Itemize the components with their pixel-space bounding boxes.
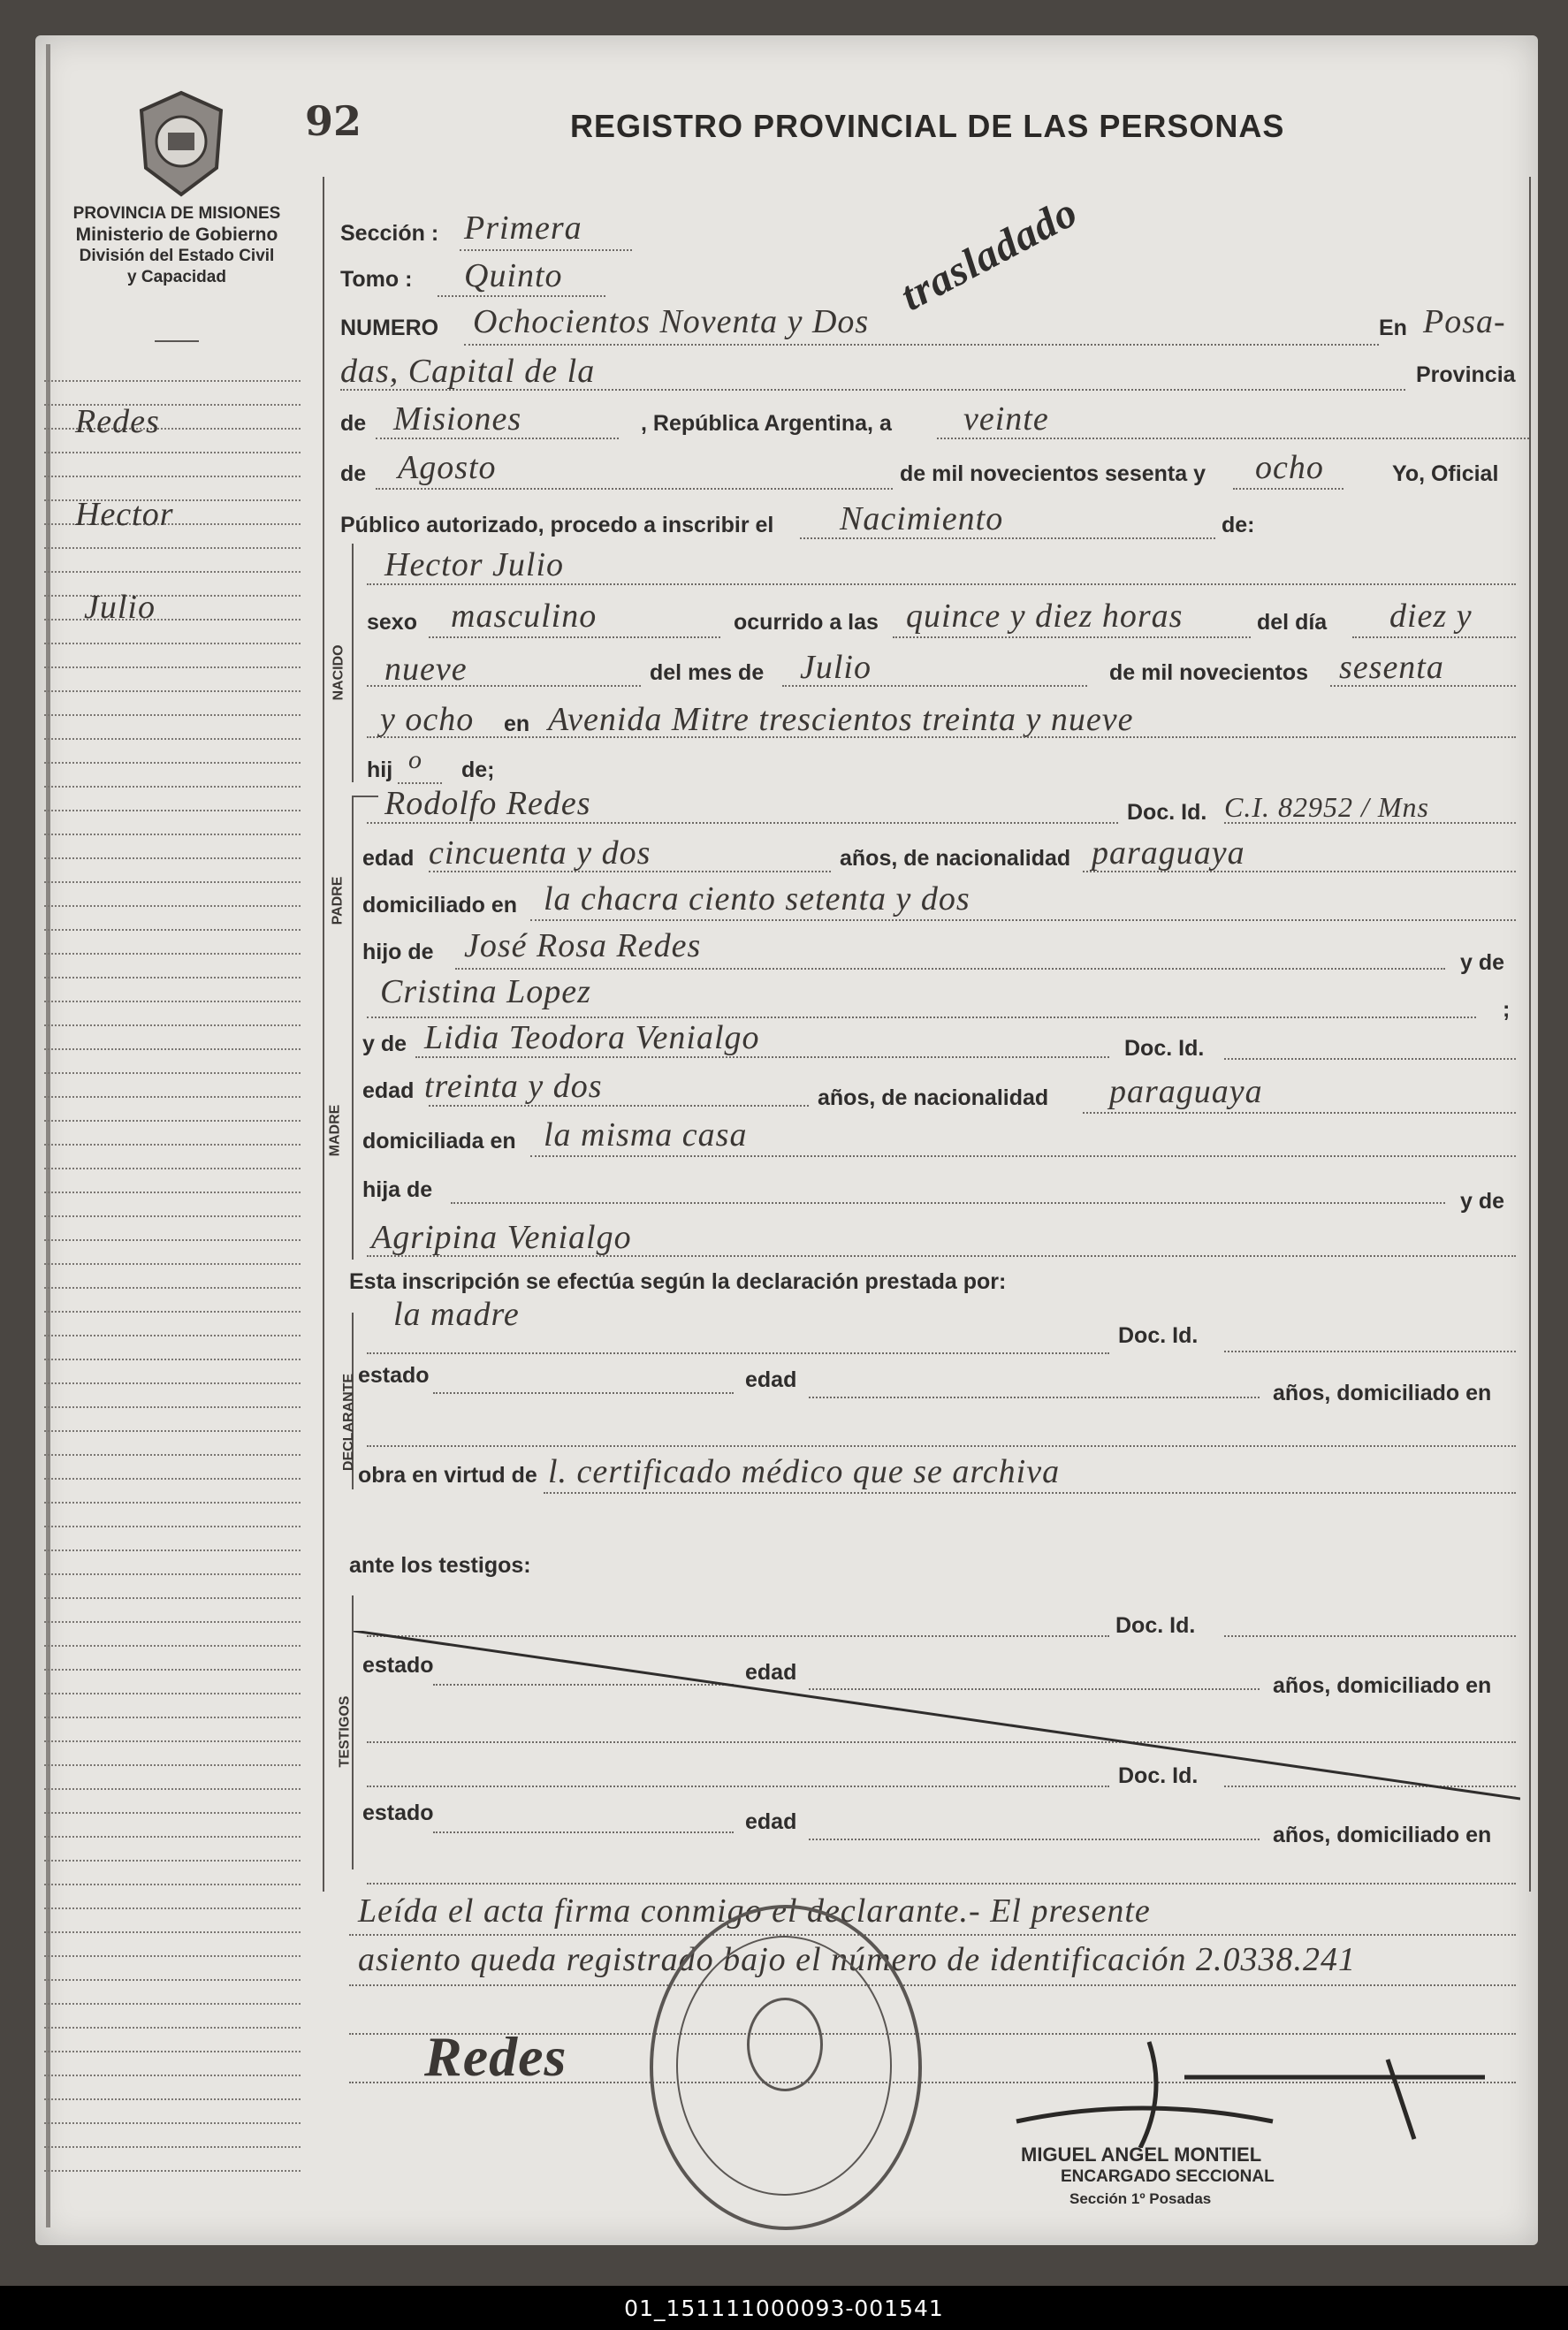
sidebar-rule: [44, 1024, 301, 1026]
sidebar-rule: [44, 738, 301, 740]
madre-dom-value: la misma casa: [544, 1116, 748, 1154]
sidebar-rule: [44, 1764, 301, 1766]
sidebar-rule: [44, 1836, 301, 1838]
sidebar-rule: [44, 1502, 301, 1504]
mes-nac-line: [782, 685, 1087, 687]
madre-doc-line: [1224, 1058, 1516, 1060]
sidebar-rule: [44, 1215, 301, 1217]
de-colon-label: de:: [1222, 513, 1255, 537]
padre-edad-label: edad: [362, 846, 415, 871]
sidebar-rule: [44, 905, 301, 907]
declarante-doc-line: [1224, 1351, 1516, 1352]
provincia-value: Misiones: [393, 400, 522, 438]
padre-nombre-value: Rodolfo Redes: [384, 785, 591, 822]
madre-doc-label: Doc. Id.: [1124, 1036, 1205, 1061]
sidebar-rule: [44, 1168, 301, 1169]
image-id-footer: 01_151111000093-001541: [0, 2286, 1568, 2330]
sidebar-rule: [44, 2146, 301, 2148]
testigo2-estado-line: [433, 1831, 734, 1833]
trasladado-stamp: trasladado: [893, 187, 1085, 321]
madre-edad-line: [429, 1105, 809, 1107]
sidebar-rule: [44, 1192, 301, 1193]
madre-y-de-line: [367, 1255, 1516, 1257]
closing-line-1: Leída el acta firma conmigo el declarante.- El presente: [358, 1892, 1151, 1930]
sidebar-rule: [44, 619, 301, 621]
madre-bracket: [352, 1030, 354, 1260]
madre-nac-line: [1083, 1112, 1516, 1114]
testigos-section-label: TESTIGOS: [337, 1695, 353, 1768]
madre-y-de-label: y de: [362, 1032, 407, 1056]
testigo2-edad-label: edad: [745, 1809, 797, 1834]
sidebar-rule: [44, 810, 301, 811]
sidebar-rule: [44, 1955, 301, 1957]
sexo-value: masculino: [451, 598, 598, 635]
sidebar-rule: [44, 1645, 301, 1647]
dia-cont-line: [367, 685, 641, 687]
sidebar-surname: Redes: [75, 403, 160, 440]
padre-doc-value: C.I. 82952 / Mns: [1224, 791, 1429, 823]
sidebar-name-1: Hector: [75, 496, 174, 533]
declarant-signature: Redes: [424, 2025, 567, 2088]
sexo-label: sexo: [367, 610, 417, 635]
sidebar-rule: [44, 1287, 301, 1289]
numero-line: [464, 344, 1379, 346]
province-label: PROVINCIA DE MISIONES: [72, 204, 281, 223]
padre-dom-value: la chacra ciento setenta y dos: [544, 880, 970, 918]
padre-hijo-line: [455, 968, 1445, 970]
official-name: MIGUEL ANGEL MONTIEL: [1021, 2143, 1262, 2166]
testigo2-estado-label: estado: [362, 1801, 434, 1825]
official-signature-icon: [1008, 2024, 1503, 2148]
sidebar-rule: [44, 2051, 301, 2052]
mes-line: [376, 488, 893, 490]
dia-letra-line: [937, 438, 1529, 439]
sidebar-rule: [44, 1001, 301, 1002]
sidebar-rule: [44, 1120, 301, 1122]
mes-nac-value: Julio: [800, 649, 872, 686]
sidebar-rule: [44, 571, 301, 573]
padre-nombre-line: [367, 822, 1118, 824]
madre-nac-value: paraguaya: [1109, 1073, 1263, 1110]
madre-nombre-line: [415, 1056, 1109, 1058]
padre-edad-value: cincuenta y dos: [429, 834, 651, 872]
sidebar-rule: [44, 1263, 301, 1265]
madre-nac-label: años, de nacionalidad: [818, 1085, 1049, 1110]
right-column-rule: [1529, 177, 1531, 1892]
de2-label: de: [340, 461, 367, 486]
testigo2-anios-label: años, domiciliado en: [1273, 1823, 1492, 1847]
issuer-block: [35, 203, 318, 288]
madre-dom-label: domiciliada en: [362, 1129, 516, 1154]
testigo1-edad-label: edad: [745, 1660, 797, 1685]
sidebar-rule: [44, 2170, 301, 2172]
sidebar-rule: [44, 666, 301, 668]
divider: [155, 340, 199, 342]
sidebar-rule: [44, 595, 301, 597]
madre-section-label: MADRE: [327, 1104, 343, 1157]
sidebar-rule: [44, 834, 301, 835]
sidebar-rule: [44, 2027, 301, 2029]
seccion-value: Primera: [464, 209, 582, 247]
acto-value: Nacimiento: [840, 500, 1004, 537]
en-label: En: [1379, 316, 1407, 340]
lugar-line: [367, 736, 1516, 738]
tomo-line: [438, 295, 605, 297]
sidebar-rule: [44, 1931, 301, 1933]
sexo-line: [429, 636, 720, 638]
sidebar-rule: [44, 1788, 301, 1790]
sidebar-rule: [44, 1573, 301, 1575]
sidebar-rule: [44, 1048, 301, 1050]
sidebar-rule: [44, 1454, 301, 1456]
numero-value: Ochocientos Noventa y Dos: [473, 303, 870, 340]
sidebar-rule: [44, 1478, 301, 1480]
ocurrido-label: ocurrido a las: [734, 610, 879, 635]
madre-edad-label: edad: [362, 1078, 415, 1103]
anio-line: [1233, 488, 1343, 490]
sidebar-rule: [44, 1597, 301, 1599]
padre-dom-line: [530, 919, 1516, 921]
sidebar-rule: [44, 643, 301, 644]
nombre-line: [367, 583, 1516, 585]
nacido-bracket: [352, 544, 354, 782]
official-role: ENCARGADO SECCIONAL: [1061, 2167, 1275, 2186]
de-semi-label: de;: [461, 758, 495, 782]
sidebar-rule: [44, 929, 301, 931]
madre-hija-line: [451, 1202, 1445, 1204]
madre-hija-label: hija de: [362, 1177, 433, 1202]
sidebar-rule: [44, 1860, 301, 1862]
division-label: División del Estado Civil: [79, 247, 275, 265]
seccion-line: [460, 249, 632, 251]
void-strike-line: [354, 1631, 1520, 1808]
sidebar-rule: [44, 1335, 301, 1336]
sidebar-rule: [44, 476, 301, 477]
sidebar-rule: [44, 1430, 301, 1432]
sidebar-rule: [44, 547, 301, 549]
provincia-label: Provincia: [1416, 362, 1516, 387]
sidebar-name-2: Julio: [84, 589, 156, 626]
padre-nac-label: años, de nacionalidad: [840, 846, 1071, 871]
nacido-section-label: NACIDO: [331, 644, 346, 701]
en-value-cont: das, Capital de la: [340, 353, 596, 390]
folio-number: 92: [305, 97, 362, 145]
padre-edad-line: [429, 871, 831, 872]
de-label: de: [340, 411, 367, 436]
stamp-emblem-icon: [747, 1998, 823, 2091]
declarante-edad-label: edad: [745, 1367, 797, 1392]
padre-nac-value: paraguaya: [1092, 834, 1245, 872]
testigo1-anios-label: años, domiciliado en: [1273, 1673, 1492, 1698]
closing-line-2: asiento queda registrado bajo el número de identificación 2.0338.241: [358, 1941, 1357, 1978]
sidebar-rule: [44, 881, 301, 883]
padre-semicolon: ;: [1503, 997, 1511, 1022]
sidebar-rule: [44, 2003, 301, 2005]
sidebar-rule: [44, 1693, 301, 1694]
testigo1-estado-label: estado: [362, 1653, 434, 1678]
dia-value-cont: nueve: [384, 651, 468, 688]
left-column-rule: [323, 177, 324, 1892]
sidebar-rule: [44, 380, 301, 382]
sidebar-rule: [44, 1072, 301, 1074]
provincia-line: [376, 438, 619, 439]
hij-label: hij: [367, 758, 393, 782]
sidebar-rule: [44, 1907, 301, 1909]
sidebar-rule: [44, 1621, 301, 1623]
testigo2-dom-line: [367, 1883, 1516, 1885]
dia-letra-value: veinte: [963, 400, 1049, 438]
sidebar-rule: [44, 857, 301, 859]
anio-nac-line: [1330, 685, 1516, 687]
en2-label: en: [504, 712, 530, 736]
padre-hijo-label: hijo de: [362, 940, 434, 964]
declarante-edad-line: [809, 1397, 1260, 1398]
sidebar-rule: [44, 1406, 301, 1408]
mil-sesenta-label: de mil novecientos sesenta y: [900, 461, 1206, 486]
declarante-doc-label: Doc. Id.: [1118, 1323, 1199, 1348]
provincial-seal-icon: [124, 84, 239, 199]
acto-line: [800, 537, 1215, 539]
padre-dom-label: domiciliado en: [362, 893, 518, 918]
testigos-label: ante los testigos:: [349, 1553, 531, 1578]
del-mes-label: del mes de: [650, 660, 765, 685]
padre-bracket-top: [352, 796, 378, 797]
page-title: REGISTRO PROVINCIAL DE LAS PERSONAS: [570, 108, 1285, 144]
padre-section-label: PADRE: [330, 876, 346, 925]
sidebar-rule: [44, 2075, 301, 2076]
padre-hijo-value: José Rosa Redes: [464, 927, 702, 964]
obra-label: obra en virtud de: [358, 1463, 537, 1488]
madre-y-de-label-2: y de: [1460, 1189, 1505, 1214]
sidebar-rule: [44, 1239, 301, 1241]
obra-value: l. certificado médico que se archiva: [548, 1453, 1061, 1490]
padre-nac-line: [1083, 871, 1516, 872]
sidebar-rule: [44, 977, 301, 978]
testigo2-doc-label: Doc. Id.: [1118, 1763, 1199, 1788]
mes-value: Agosto: [398, 449, 497, 486]
anio-nac-cont: y ocho: [380, 701, 475, 738]
del-dia-label: del día: [1257, 610, 1328, 635]
sidebar-rule: [44, 1979, 301, 1981]
sidebar-rule: [44, 786, 301, 788]
declarante-estado-label: estado: [358, 1363, 430, 1388]
capacity-label: y Capacidad: [127, 268, 226, 286]
sidebar-rule: [44, 1311, 301, 1313]
sidebar-rule: [44, 1359, 301, 1360]
numero-label: NUMERO: [340, 316, 439, 340]
dia-line: [1352, 636, 1516, 638]
republica-label: , República Argentina, a: [641, 411, 892, 436]
sidebar-rule: [44, 714, 301, 716]
closing-line-1-rule: [349, 1934, 1516, 1936]
padre-doc-label: Doc. Id.: [1127, 800, 1207, 825]
padre-y-de-label: y de: [1460, 950, 1505, 975]
tomo-value: Quinto: [464, 257, 563, 294]
padre-doc-line: [1224, 822, 1516, 824]
declaracion-label: Esta inscripción se efectúa según la declaración prestada por:: [349, 1269, 1007, 1294]
anio-value: ocho: [1255, 449, 1324, 486]
publico-label: Público autorizado, procedo a inscribir el: [340, 513, 774, 537]
declarante-anios-label: años, domiciliado en: [1273, 1381, 1492, 1405]
declarante-dom-line: [367, 1445, 1516, 1447]
sidebar-rule: [44, 953, 301, 955]
closing-line-2-rule: [349, 1984, 1516, 1986]
anio-nac-value: sesenta: [1339, 649, 1444, 686]
obra-line: [544, 1492, 1516, 1494]
testigo1-doc-label: Doc. Id.: [1115, 1613, 1196, 1638]
seccion-label: Sección :: [340, 221, 439, 246]
declarante-estado-line: [433, 1392, 734, 1394]
hij-value: o: [408, 745, 422, 774]
sidebar-rule: [44, 1096, 301, 1098]
madre-dom-line: [530, 1155, 1516, 1157]
declarante-line: [367, 1352, 1109, 1354]
sidebar-rule: [44, 1669, 301, 1671]
tomo-label: Tomo :: [340, 267, 413, 292]
declarante-section-label: DECLARANTE: [341, 1373, 357, 1472]
sidebar-rule: [44, 1812, 301, 1814]
sidebar-rule: [44, 2098, 301, 2100]
lugar-value: Avenida Mitre trescientos treinta y nueve: [548, 701, 1134, 738]
sidebar-rule: [44, 1526, 301, 1527]
de-mil-label: de mil novecientos: [1109, 660, 1309, 685]
madre-y-de-value: Agripina Venialgo: [371, 1219, 632, 1256]
binding-edge: [46, 44, 50, 2227]
sidebar-rule: [44, 1144, 301, 1146]
en-cont-line: [340, 389, 1405, 391]
sidebar-rule: [44, 1884, 301, 1885]
padre-y-de-value: Cristina Lopez: [380, 973, 591, 1010]
hora-value: quince y diez horas: [906, 598, 1184, 635]
sidebar-rule: [44, 1550, 301, 1551]
sidebar-rule: [44, 2122, 301, 2124]
hora-line: [893, 636, 1251, 638]
sidebar-rule: [44, 762, 301, 764]
sidebar-rule: [44, 1382, 301, 1384]
testigo2-edad-line: [809, 1839, 1260, 1840]
en-value: Posa-: [1423, 303, 1506, 340]
madre-nombre-value: Lidia Teodora Venialgo: [424, 1019, 760, 1056]
official-section: Sección 1º Posadas: [1069, 2190, 1212, 2207]
sidebar-rule: [44, 452, 301, 453]
dia-value: diez y: [1389, 598, 1473, 635]
declarante-value: la madre: [393, 1296, 520, 1333]
ministry-label: Ministerio de Gobierno: [75, 225, 278, 245]
sidebar-rule: [44, 1740, 301, 1742]
sidebar-rule: [44, 1717, 301, 1718]
padre-bracket: [352, 796, 354, 1034]
madre-edad-value: treinta y dos: [424, 1068, 603, 1105]
nombre-value: Hector Julio: [384, 546, 565, 583]
sidebar-rule: [44, 690, 301, 692]
yo-oficial-label: Yo, Oficial: [1392, 461, 1499, 486]
